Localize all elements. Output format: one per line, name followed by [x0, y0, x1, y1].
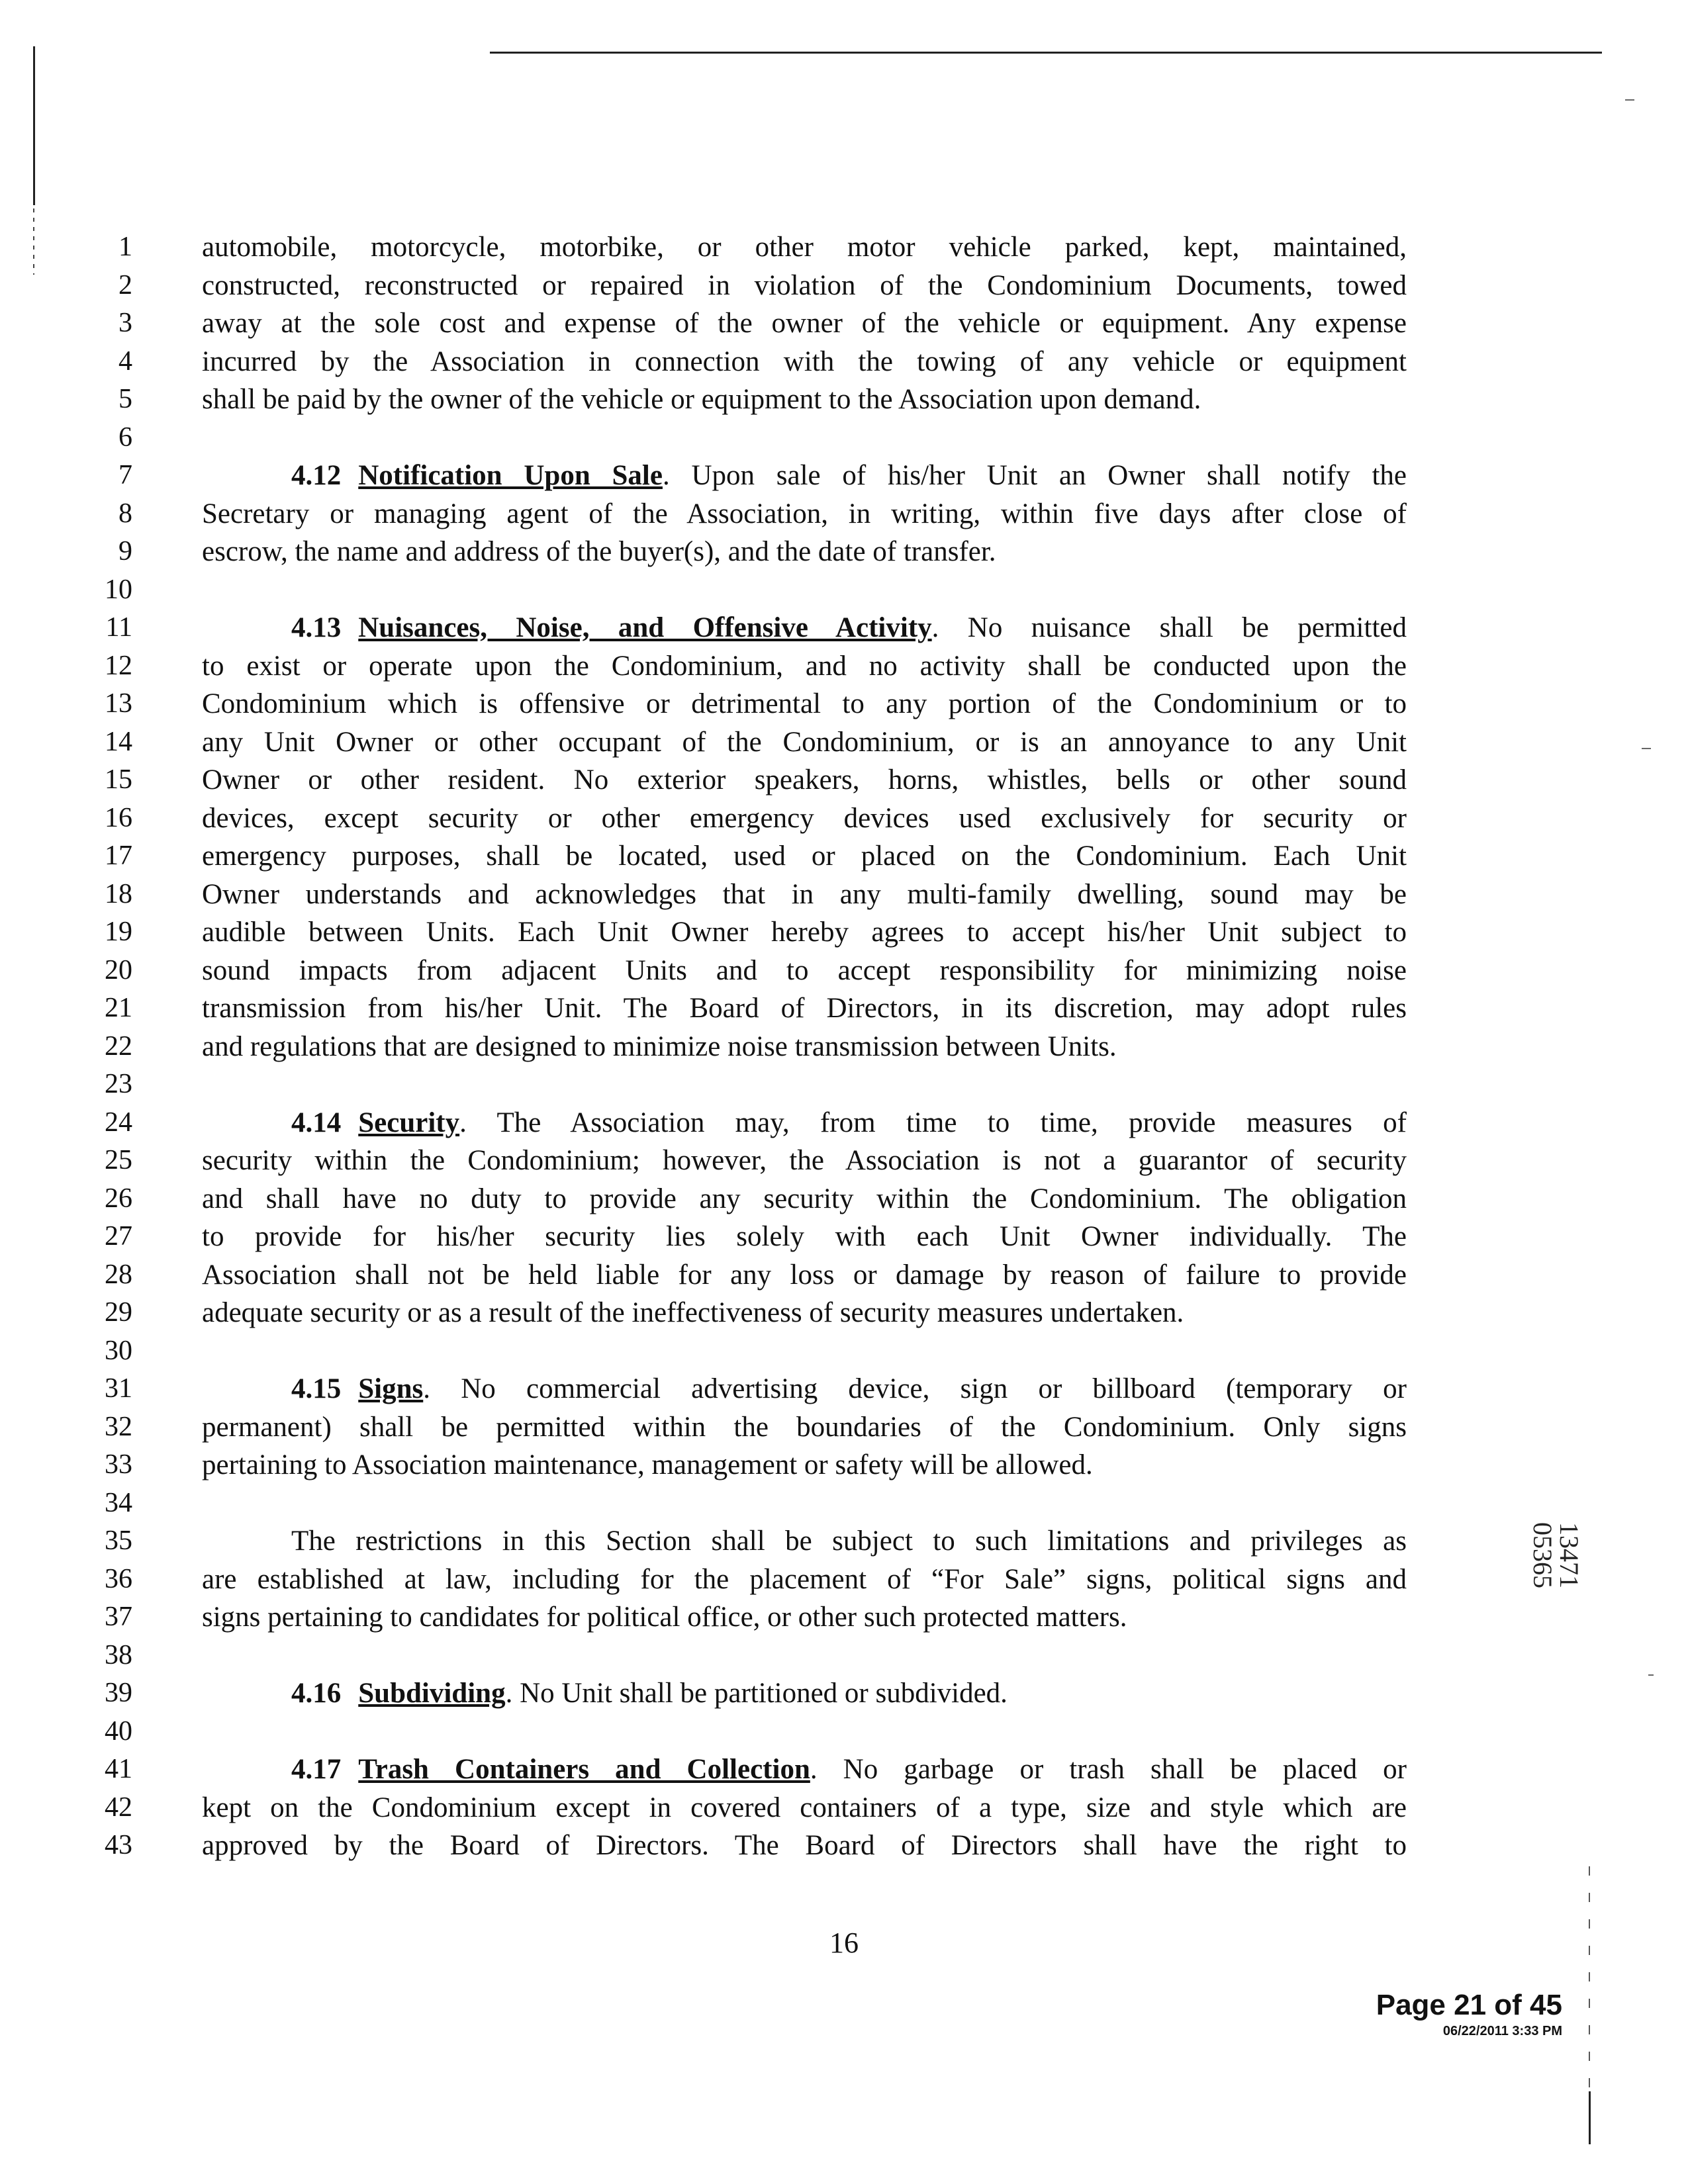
line-text: Owner understands and acknowledges that in any multi-family dwelling, sound may be [202, 878, 1407, 910]
line-text: are established at law, including for the placement of “For Sale” signs, political signs and [202, 1563, 1407, 1595]
document-line [0, 1028, 1688, 1066]
line-text: and shall have no duty to provide any security within the Condominium. The obligation [202, 1183, 1407, 1214]
document-line [0, 952, 1688, 989]
document-line [0, 495, 1688, 533]
line-number: 18 [105, 878, 132, 909]
line-number: 25 [105, 1145, 132, 1175]
line-number: 7 [118, 460, 132, 490]
line-text: to exist or operate upon the Condominium, and no activity shall be conducted upon the [202, 650, 1407, 682]
section-number: 4.17 [291, 1754, 342, 1785]
section-number: 4.13 [291, 612, 342, 643]
line-text: Secretary or managing agent of the Association, in writing, within five days after close of [202, 498, 1407, 529]
scan-tick [1625, 99, 1634, 101]
line-number: 23 [105, 1069, 132, 1099]
document-line [0, 1674, 1688, 1712]
section-number: 4.12 [291, 460, 342, 491]
line-number: 34 [105, 1487, 132, 1518]
document-line [0, 1066, 1688, 1103]
line-number: 27 [105, 1221, 132, 1251]
line-text: Condominium which is offensive or detrimental to any portion of the Condominium or to [202, 688, 1407, 719]
line-number: 38 [105, 1639, 132, 1670]
line-number: 24 [105, 1107, 132, 1138]
document-line [0, 1484, 1688, 1522]
section-title: Trash Containers and Collection [358, 1754, 810, 1785]
line-text: approved by the Board of Directors. The Board of Directors shall have the right to [202, 1830, 1407, 1861]
left-margin-rule [33, 46, 35, 205]
section-heading-line [291, 457, 1407, 494]
document-line [0, 457, 1688, 494]
document-line [0, 876, 1688, 913]
right-margin-rule [1589, 2091, 1591, 2144]
document-line [0, 381, 1688, 418]
footer-date: 06/22/2011 3:33 PM [1442, 2024, 1562, 2038]
line-number: 15 [105, 764, 132, 795]
line-number: 26 [105, 1183, 132, 1214]
section-title: Subdividing [358, 1678, 506, 1709]
line-number: 4 [118, 345, 132, 377]
top-rule [490, 52, 1602, 54]
document-line [0, 571, 1688, 609]
section-text: . Upon sale of his/her Unit an Owner shall notify the [662, 460, 1407, 491]
line-text: audible between Units. Each Unit Owner hereby agrees to accept his/her Unit subject to [202, 917, 1407, 948]
line-number: 20 [105, 954, 132, 985]
section-number: 4.15 [291, 1373, 342, 1404]
line-text: and regulations that are designed to minimize noise transmission between Units. [202, 1030, 1117, 1062]
document-line [0, 1446, 1688, 1484]
document-line [0, 1256, 1688, 1294]
line-text: adequate security or as a result of the ineffectiveness of security measures undertaken. [202, 1297, 1184, 1328]
document-line [0, 1218, 1688, 1255]
section-text: . The Association may, from time to time, provide measures of [459, 1107, 1407, 1138]
document-line [0, 1561, 1688, 1598]
document-line [0, 1751, 1688, 1788]
line-text: kept on the Condominium except in covered containers of a type, size and style which are [202, 1792, 1407, 1823]
line-text: permanent) shall be permitted within the boundaries of the Condominium. Only signs [202, 1411, 1407, 1443]
line-text: shall be paid by the owner of the vehicle or equipment to the Association upon demand. [202, 384, 1201, 415]
line-text: signs pertaining to candidates for political office, or other such protected matters. [202, 1602, 1127, 1633]
document-line [0, 1370, 1688, 1408]
line-text: constructed, reconstructed or repaired in violation of the Condominium Documents, towed [202, 269, 1407, 301]
section-heading-line [291, 1370, 1407, 1408]
line-number: 40 [105, 1715, 132, 1747]
line-text: away at the sole cost and expense of the owner of the vehicle or equipment. Any expense [202, 308, 1407, 339]
line-number: 1 [118, 232, 132, 262]
line-text: devices, except security or other emergency devices used exclusively for security or [202, 802, 1407, 834]
line-number: 13 [105, 688, 132, 719]
section-heading-line [291, 609, 1407, 647]
section-text: . No nuisance shall be permitted [931, 612, 1407, 643]
line-number: 3 [118, 308, 132, 338]
recording-stamp: 13471 05365 [1528, 1522, 1584, 1588]
document-line [0, 837, 1688, 875]
line-text: automobile, motorcycle, motorbike, or other motor vehicle parked, kept, maintained, [202, 232, 1407, 263]
document-line [0, 799, 1688, 837]
line-number: 11 [105, 612, 132, 643]
section-title: Notification Upon Sale [358, 460, 663, 491]
line-number: 32 [105, 1411, 132, 1442]
document-line [0, 913, 1688, 951]
section-text: . No commercial advertising device, sign or billboard (temporary or [423, 1373, 1407, 1404]
line-number: 43 [105, 1830, 132, 1860]
line-number: 19 [105, 917, 132, 947]
footer-page-count: Page 21 of 45 [1376, 1989, 1562, 2021]
section-text: . No Unit shall be partitioned or subdivided. [505, 1678, 1008, 1709]
document-line [0, 1294, 1688, 1332]
line-number: 30 [105, 1335, 132, 1366]
document-line [0, 609, 1688, 647]
document-line [0, 1104, 1688, 1142]
document-line [0, 1598, 1688, 1636]
document-line [0, 1180, 1688, 1218]
document-line [0, 419, 1688, 457]
line-number: 31 [105, 1373, 132, 1404]
line-number: 16 [105, 802, 132, 833]
line-number: 37 [105, 1602, 132, 1632]
document-line [0, 647, 1688, 685]
document-line [0, 1522, 1688, 1560]
section-heading-line [291, 1674, 1407, 1712]
document-line [0, 723, 1688, 761]
line-text: security within the Condominium; however, the Association is not a guarantor of security [202, 1145, 1407, 1176]
line-number: 17 [105, 841, 132, 871]
line-number: 10 [105, 574, 132, 605]
line-text: Owner or other resident. No exterior speakers, horns, whistles, bells or other sound [202, 764, 1407, 796]
line-number: 8 [118, 498, 132, 529]
line-number: 41 [105, 1754, 132, 1784]
section-number: 4.16 [291, 1678, 342, 1709]
line-text: escrow, the name and address of the buyer(s), and the date of transfer. [202, 536, 996, 567]
page-number: 16 [829, 1927, 859, 1959]
line-number: 5 [118, 384, 132, 414]
line-text: incurred by the Association in connection with the towing of any vehicle or equipment [202, 345, 1407, 377]
line-number: 29 [105, 1297, 132, 1328]
line-number: 12 [105, 650, 132, 681]
line-number: 14 [105, 726, 132, 757]
line-text: sound impacts from adjacent Units and to accept responsibility for minimizing noise [202, 954, 1407, 986]
line-number: 9 [118, 536, 132, 567]
line-number: 21 [105, 993, 132, 1023]
line-text: Association shall not be held liable for any loss or damage by reason of failure to provide [202, 1259, 1407, 1291]
document-line [0, 1332, 1688, 1370]
line-number: 35 [105, 1525, 132, 1556]
line-number: 33 [105, 1449, 132, 1480]
document-line [0, 343, 1688, 381]
section-heading-line [291, 1751, 1407, 1788]
section-title: Signs [358, 1373, 424, 1404]
document-line [0, 1142, 1688, 1179]
document-line [0, 685, 1688, 723]
document-line [0, 304, 1688, 342]
line-number: 6 [118, 422, 132, 453]
line-number: 22 [105, 1030, 132, 1062]
line-text: to provide for his/her security lies solely with each Unit Owner individually. The [202, 1221, 1407, 1252]
section-title: Security [358, 1107, 460, 1138]
document-line [0, 267, 1688, 304]
line-number: 28 [105, 1259, 132, 1290]
section-text: . No garbage or trash shall be placed or [810, 1754, 1407, 1785]
document-line [0, 989, 1688, 1027]
line-text: pertaining to Association maintenance, management or safety will be allowed. [202, 1449, 1093, 1480]
section-title: Nuisances, Noise, and Offensive Activity [358, 612, 932, 643]
line-number: 36 [105, 1563, 132, 1594]
document-line [0, 228, 1688, 266]
line-number: 39 [105, 1678, 132, 1708]
section-number: 4.14 [291, 1107, 342, 1138]
document-line [0, 1713, 1688, 1751]
document-line [0, 533, 1688, 570]
document-line [0, 1408, 1688, 1446]
line-text: emergency purposes, shall be located, used or placed on the Condominium. Each Unit [202, 841, 1407, 872]
section-heading-line [291, 1104, 1407, 1142]
document-line [0, 1827, 1688, 1864]
line-text: any Unit Owner or other occupant of the Condominium, or is an annoyance to any Unit [202, 726, 1407, 758]
document-line [0, 1637, 1688, 1674]
line-text: The restrictions in this Section shall be subject to such limitations and privileges as [291, 1525, 1407, 1557]
line-number: 42 [105, 1792, 132, 1823]
line-number: 2 [118, 269, 132, 300]
line-text: transmission from his/her Unit. The Board of Directors, in its discretion, may adopt rules [202, 993, 1407, 1024]
document-line [0, 1789, 1688, 1827]
document-line [0, 761, 1688, 799]
